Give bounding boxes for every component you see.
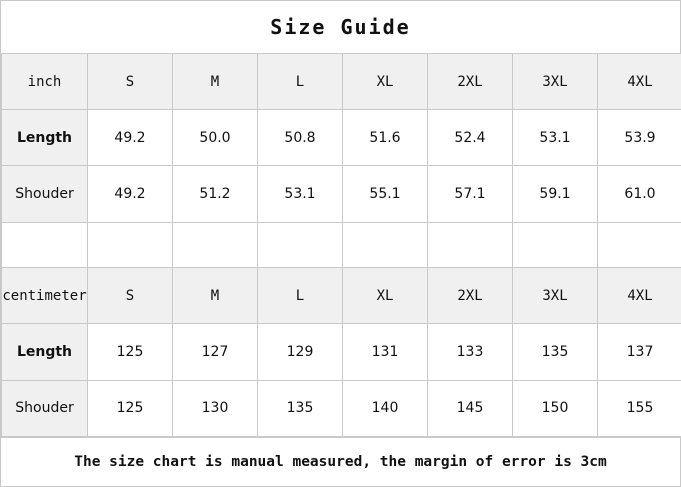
header-row-inch bbox=[2, 54, 681, 110]
cell-shouder-cm-4xl: 155 bbox=[598, 380, 681, 436]
cell-shouder-inch-3xl: 59.1 bbox=[513, 166, 598, 222]
spacer-cell bbox=[2, 222, 88, 268]
cell-shouder-cm-2xl: 145 bbox=[428, 380, 513, 436]
cell-length-cm-4xl: 137 bbox=[598, 324, 681, 380]
size-header-2xl: 2XL bbox=[428, 54, 513, 110]
size-chart-table bbox=[1, 53, 681, 437]
cell-length-cm-s: 125 bbox=[88, 324, 173, 380]
cell-shouder-inch-xl: 55.1 bbox=[343, 166, 428, 222]
size-header-4xl: 4XL bbox=[598, 54, 681, 110]
spacer-cell bbox=[88, 222, 173, 268]
size-header-cm-3xl: 3XL bbox=[513, 268, 598, 324]
cell-length-cm-l: 129 bbox=[258, 324, 343, 380]
cell-shouder-cm-3xl: 150 bbox=[513, 380, 598, 436]
cell-length-inch-m: 50.0 bbox=[173, 110, 258, 166]
size-header-cm-m: M bbox=[173, 268, 258, 324]
size-header-cm-4xl: 4XL bbox=[598, 268, 681, 324]
size-header-cm-l: L bbox=[258, 268, 343, 324]
spacer-cell bbox=[258, 222, 343, 268]
page-title: Size Guide bbox=[1, 1, 680, 53]
size-header-cm-2xl: 2XL bbox=[428, 268, 513, 324]
cell-length-inch-3xl: 53.1 bbox=[513, 110, 598, 166]
size-header-xl: XL bbox=[343, 54, 428, 110]
cell-shouder-cm-m: 130 bbox=[173, 380, 258, 436]
table-row bbox=[2, 110, 681, 166]
spacer-cell bbox=[173, 222, 258, 268]
row-label-length-cm: Length bbox=[2, 324, 88, 380]
row-label-shouder-inch: Shouder bbox=[2, 166, 88, 222]
cell-shouder-inch-l: 53.1 bbox=[258, 166, 343, 222]
table-row bbox=[2, 166, 681, 222]
size-header-l: L bbox=[258, 54, 343, 110]
cell-shouder-cm-xl: 140 bbox=[343, 380, 428, 436]
size-header-cm-xl: XL bbox=[343, 268, 428, 324]
size-header-s: S bbox=[88, 54, 173, 110]
spacer-cell bbox=[428, 222, 513, 268]
size-header-cm-s: S bbox=[88, 268, 173, 324]
row-label-shouder-cm: Shouder bbox=[2, 380, 88, 436]
spacer-cell bbox=[513, 222, 598, 268]
table-row bbox=[2, 324, 681, 380]
section-divider-row bbox=[2, 222, 681, 268]
cell-shouder-cm-l: 135 bbox=[258, 380, 343, 436]
footer-note: The size chart is manual measured, the margin of error is 3cm bbox=[1, 437, 680, 486]
cell-shouder-inch-s: 49.2 bbox=[88, 166, 173, 222]
size-chart-body bbox=[2, 54, 681, 437]
cell-length-inch-xl: 51.6 bbox=[343, 110, 428, 166]
cell-length-cm-3xl: 135 bbox=[513, 324, 598, 380]
cell-length-inch-s: 49.2 bbox=[88, 110, 173, 166]
size-header-3xl: 3XL bbox=[513, 54, 598, 110]
cell-length-inch-4xl: 53.9 bbox=[598, 110, 681, 166]
cell-shouder-inch-4xl: 61.0 bbox=[598, 166, 681, 222]
header-row-centimeter bbox=[2, 268, 681, 324]
cell-shouder-inch-2xl: 57.1 bbox=[428, 166, 513, 222]
unit-label-inch: inch bbox=[2, 54, 88, 110]
size-header-m: M bbox=[173, 54, 258, 110]
spacer-cell bbox=[343, 222, 428, 268]
cell-shouder-inch-m: 51.2 bbox=[173, 166, 258, 222]
cell-length-cm-2xl: 133 bbox=[428, 324, 513, 380]
cell-length-inch-2xl: 52.4 bbox=[428, 110, 513, 166]
cell-length-inch-l: 50.8 bbox=[258, 110, 343, 166]
cell-length-cm-m: 127 bbox=[173, 324, 258, 380]
unit-label-centimeter: centimeter bbox=[2, 268, 88, 324]
cell-length-cm-xl: 131 bbox=[343, 324, 428, 380]
row-label-length-inch: Length bbox=[2, 110, 88, 166]
spacer-cell bbox=[598, 222, 681, 268]
cell-shouder-cm-s: 125 bbox=[88, 380, 173, 436]
table-row bbox=[2, 380, 681, 436]
